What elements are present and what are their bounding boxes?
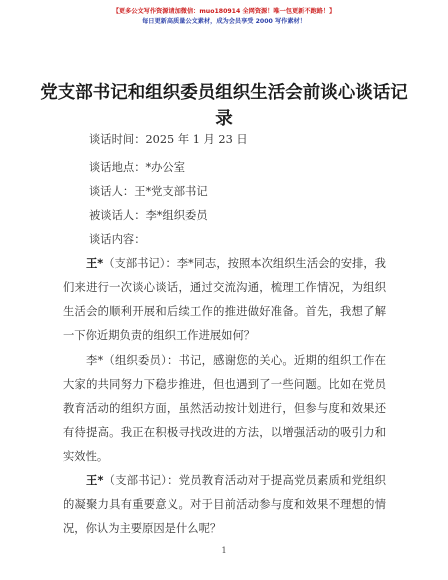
paragraph-3-speaker: 王* xyxy=(86,474,104,487)
banner-line-2: 每日更新高质量公文素材，成为会员享受 2000 写作素材！ xyxy=(142,18,306,25)
meta-place: 谈话地点：*办公室 xyxy=(89,161,186,174)
meta-listener: 被谈话人：李*组织委员 xyxy=(89,209,208,222)
paragraph-1 xyxy=(63,252,386,348)
banner-line-1: 【更多公文写作资源请加微信：muo180914 全网资源！唯一包更新不跑路！】 xyxy=(112,8,336,15)
paragraph-3 xyxy=(63,469,386,541)
paragraph-1-text: （支部书记）：李*同志，按照本次组织生活会的安排，我们来进行一次谈心谈话，通过交流沟通，梳理工作情况，为组织生活会的顺利开展和后续工作的推进做好准备。首先，我想了解一下你近期负责的组织工作进展如何？ xyxy=(63,257,386,342)
page-number: 1 xyxy=(221,546,227,555)
paragraph-2-speaker: 李* xyxy=(86,354,104,367)
paragraph-3-text: （支部书记）：党员教育活动对于提高党员素质和党组织的凝聚力具有重要意义。对于目前活动参与度和效果不理想的情况，你认为主要原因是什么呢？ xyxy=(63,474,386,535)
paragraph-2-text: （组织委员）：书记，感谢您的关心。近期的组织工作在大家的共同努力下稳步推进，但也遇到了一些问题。比如在党员教育活动的组织方面，虽然活动按计划进行，但参与度和效果还有待提高。我正在积极寻找改进的方法，以增强活动的吸引力和实效性。 xyxy=(63,354,386,463)
document-title: 党支部书记和组织委员组织生活会前谈心谈话记录 xyxy=(40,83,408,129)
meta-content-label: 谈话内容： xyxy=(89,233,146,246)
meta-time: 谈话时间：2025 年 1 月 23 日 xyxy=(89,133,248,146)
paragraph-1-speaker: 王* xyxy=(86,257,104,270)
paragraph-2 xyxy=(63,349,386,469)
meta-speaker: 谈话人：王*党支部书记 xyxy=(89,185,208,198)
promo-banner xyxy=(0,7,448,27)
